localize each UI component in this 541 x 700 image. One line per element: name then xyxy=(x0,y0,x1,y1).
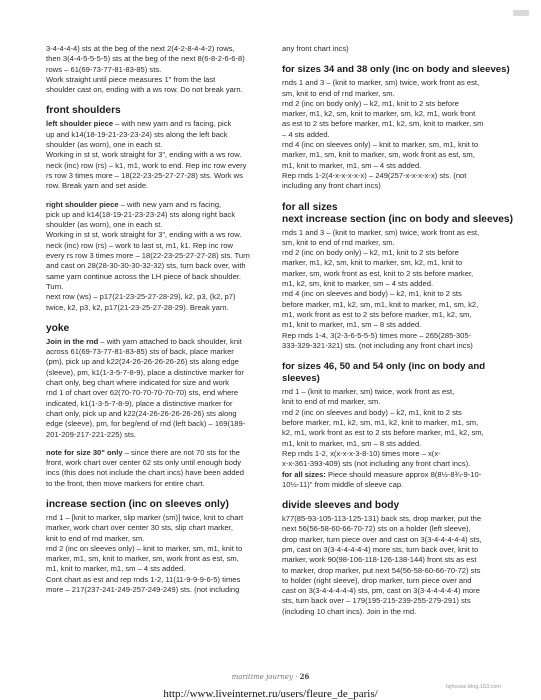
footer-separator: · xyxy=(292,673,300,681)
text-line: m1, knit to marker, m1, sm – 4 sts added. xyxy=(46,564,186,574)
text-line: to the front, then move markers for entire chart. xyxy=(46,478,205,488)
text-line: every rs row 3 times more – 18(22-23-25-27-27-28) sts. Turn xyxy=(46,251,250,261)
right-shoulder-paragraph xyxy=(46,200,278,313)
page-footer xyxy=(0,672,541,681)
left-shoulder-lead: left shoulder piece xyxy=(46,119,114,129)
text-line: Rep rnds 1-2(4-x-x-x-x-x) – 249(257-x-x-x-x-x) sts. (not xyxy=(282,170,467,180)
text-line: rnd 2 (inc on sleeves and body) – k2, m1, knit to 2 sts xyxy=(282,407,462,417)
text-line: next 56(56-58-60-66-70-72) sts on a holder (left sleeve), xyxy=(282,524,471,534)
text-line: (including 10 chart incs). Join in the rnd. xyxy=(282,606,417,616)
url-watermark: http://www.liveinternet.ru/users/fleure_de_paris/ xyxy=(163,688,378,700)
note-30-lead: note for size 30" only xyxy=(46,447,123,457)
text-line: to marker, drop marker, put next 54(56-58-60-66-70-72) sts xyxy=(282,565,481,575)
text-line: knit to end of rnd marker, sm. xyxy=(46,533,145,543)
text-line: shoulder (as worn), one in each st. xyxy=(46,220,163,230)
next-increase-paragraph xyxy=(282,228,518,352)
text-line: cast on 3(3-4-4-4-4-4) sts, pm, cast on 3(3-4-4-4-4-4) more xyxy=(282,586,480,596)
text-line: across 61(69-73-77-81-83-85) sts of back, place marker xyxy=(46,347,234,357)
text-line: sm, knit to end of rnd marker, sm. xyxy=(282,237,395,247)
left-shoulder-paragraph xyxy=(46,119,278,191)
divide-paragraph xyxy=(282,514,518,617)
continued-paragraph xyxy=(282,44,518,54)
text-line: edge (sleeve), pm, for beg/end of rnd (left back) – 169(189- xyxy=(46,419,246,429)
text-line: marker, m1, sm, knit to marker, sm, work front as est, sm, xyxy=(282,150,475,160)
intro-paragraph xyxy=(46,44,278,95)
text-line: sts, turn back over – 179(195-215-239-255-279-291) sts xyxy=(282,596,471,606)
text-line: chart only, beg chart where indicated for size and work xyxy=(46,378,230,388)
text-line: rnd 1 – [knit to marker, slip marker (sm)] twice, knit to chart xyxy=(46,512,244,522)
right-column xyxy=(282,44,518,625)
text-line: up and k14(18-19-21-23-23-24) sts along the left back xyxy=(46,129,228,139)
text-line: Work straight until piece measures 1" from the last xyxy=(46,74,216,84)
text-line: twice, k2, p3, k2, p17(21-23-25-27-28-29). Break yarn. xyxy=(46,302,229,312)
text-line: neck (inc) row (rs) – work to last st, m1, k1. Rep inc row xyxy=(46,240,233,250)
page-corner-mark xyxy=(513,10,529,16)
text-line: rnd 4 (inc on sleeves only) – knit to marker, sm, m1, knit to xyxy=(282,140,479,150)
increase-section-heading: increase section (inc on sleeves only) xyxy=(46,498,229,510)
text-line: rnd 1 – (knit to marker, sm) twice, work front as est, xyxy=(282,387,455,397)
text-line: Working in st st, work straight for 3", ending with a ws row. xyxy=(46,230,242,240)
text-line: k2, m1, work front as est to 2 sts before marker, m1, k2, sm, xyxy=(282,428,484,438)
text-line: shoulder (as worn), one in each st. xyxy=(46,140,163,150)
join-line: – with yarn attached to back shoulder, knit xyxy=(98,336,242,346)
increase-paragraph xyxy=(46,513,278,595)
text-line: next row (ws) – p17(21-23-25-27-28-29), k2, p3, (k2, p7) xyxy=(46,292,236,302)
text-line: pick up and k14(18-19-21-23-23-24) sts along right back xyxy=(46,209,236,219)
text-line: drop marker, turn piece over and cast on 3(3-4-4-4-4-4) sts, xyxy=(282,534,482,544)
text-line: marker, sm, work front as est, knit to 2 sts before marker, xyxy=(282,268,474,278)
text-line: before marker, m1, k2, sm, m1, knit to marker, m1, sm, k2, xyxy=(282,299,479,309)
text-line: sm, knit to end of rnd marker, sm. xyxy=(282,88,395,98)
sizes-34-38-paragraph xyxy=(282,78,518,191)
text-line: (pm), pick up and k22(24-26-26-26-26-26) sts along edge xyxy=(46,357,239,367)
text-line: same yarn continue across the LH piece of back shoulder. xyxy=(46,271,242,281)
text-line: rnds 1 and 3 – (knit to marker, sm) twice, work front as est, xyxy=(282,227,480,237)
text-line: incs (this does not include the chart incs) have been added xyxy=(46,468,244,478)
text-line: neck (inc) row (rs) – k1, m1, work to end. Rep inc row every xyxy=(46,160,247,170)
text-line: m1, work front as est to 2 sts before marker, m1, k2, sm, xyxy=(282,309,472,319)
text-line: marker, work chart over center 30 sts, slip chart marker, xyxy=(46,523,233,533)
right-shoulder-line: – with new yarn and rs facing, xyxy=(118,199,222,209)
text-line: marker, m1, k2, sm, knit to marker, sm, k2, m1, work front xyxy=(282,109,476,119)
text-line: then 3(4-4-5-5-5-5) sts at the beg of the next 8(6-8-2-6-6-8) xyxy=(46,54,245,64)
text-line: as est to 2 sts before marker, m1, k2, sm, knit to marker, sm xyxy=(282,119,484,129)
text-line: 3-4-4-4-4) sts at the beg of the next 2(4-2-8-4-4-2) rows, xyxy=(46,44,235,53)
text-line: more – 217(237-241-249-257-249-249) sts. (not including xyxy=(46,585,240,595)
text-line: front, work chart over center 62 sts only until enough body xyxy=(46,458,242,468)
text-line: rnds 1 and 3 – (knit to marker, sm) twice, work front as est, xyxy=(282,78,480,88)
text-line: rows – 61(69-73-77-81-83-85) sts. xyxy=(46,64,162,74)
text-line: Rep rnds 1-2, x(x-x-x-3-8-10) times more – x(x- xyxy=(282,448,441,458)
sizes-46-50-54-heading: for sizes 46, 50 and 54 only (inc on body and sleeves) xyxy=(282,361,486,385)
front-shoulders-heading: front shoulders xyxy=(46,105,121,117)
text-line: marker, m1, sm, knit to marker, sm, work front as est, sm, xyxy=(46,554,239,564)
text-line: m1, k2, sm, knit to marker, sm – 4 sts added. xyxy=(282,279,434,289)
sizes-34-38-heading: for sizes 34 and 38 only (inc on body and sleeves) xyxy=(282,64,510,76)
text-line: m1, knit to marker, m1, sm – 8 sts added. xyxy=(282,438,422,448)
page-number: 26 xyxy=(299,672,310,681)
left-shoulder-line: – with new yarn and rs facing, pick xyxy=(113,119,232,129)
text-line: marker, m1, k2, sm, knit to marker, sm, k2, m1, knit to xyxy=(282,258,463,268)
text-line: rnd 2 (inc on body only) – k2, m1, knit to 2 sts before xyxy=(282,248,459,258)
left-column xyxy=(46,44,278,603)
blog-watermark: tsjhouse.blog.163.com xyxy=(445,684,501,690)
text-line: k77(85-93-105-113-125-131) back sts, drop marker, put the xyxy=(282,514,482,524)
note-30-line: – since there are not 70 sts for the xyxy=(122,447,240,457)
note-30-paragraph xyxy=(46,448,278,489)
join-lead: Join in the rnd xyxy=(46,336,99,346)
join-paragraph xyxy=(46,337,278,440)
text-line: marker, work 90(98-106-118-126-138-144) front sts as est xyxy=(282,555,477,565)
text-line: any front chart incs) xyxy=(282,44,349,53)
sizes-46-50-54-paragraph xyxy=(282,387,518,490)
text-line: chart only, pick up and k22(24-26-26-26-26-26) sts along xyxy=(46,408,237,418)
text-line: 333-329-321-321) sts. (not including any front chart incs) xyxy=(282,340,473,350)
divide-heading: divide sleeves and body xyxy=(282,500,400,512)
text-line: and cast on 28(28-30-30-30-32-32) sts, turn back over, with xyxy=(46,261,246,271)
next-increase-heading: next increase section (inc on body and sleeves) xyxy=(282,213,513,225)
text-line: before marker, m1, k2, sm, m1, k2, knit to marker, m1, sm, xyxy=(282,418,479,428)
text-line: Working in st st, work straight for 3", ending with a ws row. xyxy=(46,150,242,160)
text-line: m1, knit to marker, m1, sm – 4 sts added. xyxy=(282,160,422,170)
text-line: rnd 1 of chart over 62(70-70-70-70-70-70) sts, end where xyxy=(46,388,239,398)
yoke-heading: yoke xyxy=(46,322,70,334)
text-line: to holder (right sleeve), drop marker, turn piece over and xyxy=(282,575,472,585)
text-line: rnd 4 (inc on sleeves and body) – k2, m1, knit to 2 sts xyxy=(282,289,462,299)
text-line: rnd 2 (inc on sleeves only) – knit to marker, sm, m1, knit to xyxy=(46,543,243,553)
text-line: x-x-361-393-409) sts (not including any front chart incs). xyxy=(282,459,471,469)
text-line: shoulder cast on, ending with a ws row. Do not break yarn. xyxy=(46,85,243,95)
all-sizes-heading: for all sizes xyxy=(282,201,338,213)
text-line: Turn. xyxy=(46,281,64,291)
text-line: including any front chart incs) xyxy=(282,181,381,191)
all-sizes-line: Piece should measure approx 8(8½-8¾-9-10- xyxy=(325,469,482,479)
text-line: knit to end of rnd marker, sm. xyxy=(282,397,381,407)
right-shoulder-lead: right shoulder piece xyxy=(46,199,119,209)
text-line: pm, cast on 3(3-4-4-4-4-4) more sts, turn back over, knit to xyxy=(282,544,479,554)
text-line: Cont chart as est and rep rnds 1-2, 11(11-9-9-9-6-5) times xyxy=(46,574,241,584)
text-line: rnd 2 (inc on body only) – k2, m1, knit to 2 sts before xyxy=(282,98,459,108)
footer-label: maritime journey xyxy=(231,673,293,681)
text-line: indicated, k1(1-3-5-7-8-9), place a distinctive marker for xyxy=(46,398,233,408)
text-line: m1, knit to marker, m1, sm – 8 sts added. xyxy=(282,320,422,330)
text-line: – 4 sts added. xyxy=(282,129,330,139)
text-line: 10½-11)" from middle of sleeve cap. xyxy=(282,479,404,489)
text-line: Rep rnds 1-4, 3(2-3-6-5-5-5) times more – 265(285-305- xyxy=(282,330,472,340)
text-line: (sleeve), pm, k1(1-3-5-7-8-9), place a distinctive marker for xyxy=(46,367,244,377)
text-line: rs row 3 times more – 18(22-23-25-27-27-28) sts. Work ws xyxy=(46,170,243,180)
text-line: row. Break yarn and set aside. xyxy=(46,181,149,191)
text-line: 201-209-217-221-225) sts. xyxy=(46,429,136,439)
all-sizes-lead: for all sizes: xyxy=(282,469,326,479)
